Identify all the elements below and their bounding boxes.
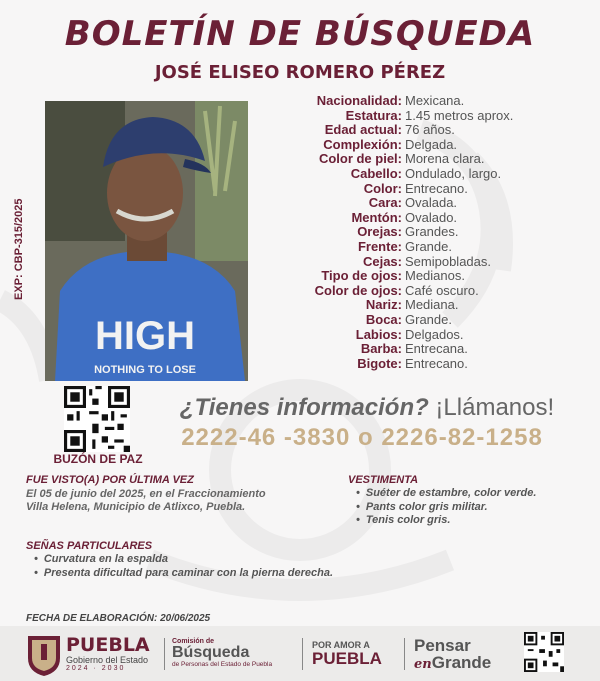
gobierno-logo: [66, 636, 150, 672]
detail-label: Mentón:: [351, 209, 402, 225]
detail-value: Entrecano.: [405, 355, 468, 371]
detail-label: Labios:: [355, 326, 402, 342]
detail-value: Morena clara.: [405, 151, 485, 167]
coat-of-arms-icon: [26, 632, 62, 676]
comision-logo: [172, 638, 272, 668]
detail-value: Ondulado, largo.: [405, 165, 502, 181]
detail-label: Cabello:: [350, 165, 402, 181]
phone-2[interactable]: 2226-82-1258: [381, 424, 543, 451]
detail-row: [282, 94, 582, 109]
years-text: 2024 · 2030: [66, 665, 126, 672]
detail-value: Mediana.: [405, 297, 459, 313]
detail-value: Grande.: [405, 311, 452, 327]
detail-row: [282, 225, 582, 240]
detail-label: Cara:: [368, 195, 402, 211]
puebla-text: PUEBLA: [312, 649, 382, 668]
clothing-item: • Suéter de estambre, color verde.: [356, 487, 536, 501]
phone-numbers: [147, 424, 577, 452]
pensar-logo: [414, 638, 491, 673]
clothing-item: • Pants color gris militar.: [356, 501, 536, 515]
detail-value: Grandes.: [405, 224, 459, 240]
gobierno-text: Gobierno del Estado: [66, 655, 149, 665]
detail-row: [282, 313, 582, 328]
details-list: [282, 94, 582, 371]
clothing-list: [356, 487, 536, 528]
detail-value: 76 años.: [405, 122, 455, 138]
shirt-subtext: NOTHING TO LOSE: [94, 364, 196, 376]
detail-value: Ovalada.: [405, 195, 458, 211]
detail-value: Café oscuro.: [405, 282, 479, 298]
shirt-text: HIGH: [95, 314, 195, 358]
detail-label: Bigote:: [357, 355, 402, 371]
grande-text: Grande: [431, 653, 492, 672]
pensar-text: Pensar: [414, 636, 471, 655]
detail-label: Frente:: [357, 238, 402, 254]
last-seen-heading: FUE VISTO(A) POR ÚLTIMA VEZ: [26, 474, 194, 486]
detail-row: [282, 196, 582, 211]
detail-value: Semipobladas.: [405, 253, 491, 269]
detail-label: Barba:: [360, 341, 402, 357]
detail-value: Delgados.: [405, 326, 464, 342]
detail-label: Boca:: [365, 311, 402, 327]
qr-code[interactable]: [64, 386, 130, 452]
detail-label: Tipo de ojos:: [321, 268, 402, 284]
comision-text: Comisión de: [172, 638, 215, 645]
detail-value: Medianos.: [405, 268, 465, 284]
detail-row: [282, 284, 582, 299]
elaboration-date: FECHA DE ELABORACIÓN: 20/06/2025: [26, 613, 211, 624]
detail-row: [282, 182, 582, 197]
clothing-heading: VESTIMENTA: [348, 474, 419, 486]
info-prompt: [147, 394, 587, 422]
detail-label: Nariz:: [365, 297, 402, 313]
detail-row: [282, 357, 582, 372]
puebla-wordmark: PUEBLA: [66, 634, 150, 656]
detail-row: [282, 211, 582, 226]
marks-item: • Curvatura en la espalda: [34, 553, 333, 567]
detail-row: [282, 167, 582, 182]
detail-row: [282, 240, 582, 255]
detail-value: Ovalado.: [405, 209, 458, 225]
busqueda-text: Búsqueda: [172, 644, 250, 661]
detail-row: [282, 255, 582, 270]
detail-value: Mexicana.: [405, 93, 465, 108]
detail-value: 1.45 metros aprox.: [405, 107, 514, 123]
info-question: ¿Tienes información?: [179, 394, 429, 421]
detail-label: Edad actual:: [324, 122, 402, 138]
personas-text: de Personas del Estado de Puebla: [172, 661, 273, 668]
marks-heading: SEÑAS PARTICULARES: [26, 540, 153, 552]
por-amor-logo: [312, 640, 382, 667]
detail-row: [282, 152, 582, 167]
detail-row: [282, 123, 582, 138]
person-photo: [45, 101, 248, 381]
detail-label: Orejas:: [357, 224, 402, 240]
last-seen-line: El 05 de junio del 2025, en el Fraccionamiento: [26, 488, 266, 500]
last-seen-line: Villa Helena, Municipio de Atlixco, Puebla.: [26, 501, 246, 513]
detail-label: Estatura:: [345, 107, 402, 123]
phone-or: o: [350, 424, 382, 451]
marks-item: • Presenta dificultad para caminar con la pierna derecha.: [34, 567, 333, 581]
phone-1[interactable]: 2222-46 -3830: [181, 424, 351, 451]
footer-qr-code[interactable]: [524, 632, 564, 672]
en-text: en: [414, 657, 432, 672]
expediente-label: EXP: CBP-315/2025: [13, 198, 25, 300]
divider: [302, 638, 303, 670]
detail-value: Entrecana.: [405, 341, 468, 357]
detail-value: Delgada.: [405, 136, 458, 152]
detail-row: [282, 109, 582, 124]
last-seen-text: [26, 488, 316, 514]
person-name: JOSÉ ELISEO ROMERO PÉREZ: [154, 62, 446, 83]
detail-row: [282, 138, 582, 153]
detail-label: Color de piel:: [318, 151, 402, 167]
buzon-label: BUZÓN DE PAZ: [53, 452, 143, 466]
detail-row: [282, 269, 582, 284]
detail-label: Color:: [363, 180, 402, 196]
divider: [404, 638, 405, 670]
page-title: BOLETÍN DE BÚSQUEDA: [64, 14, 536, 54]
por-amor-text: POR AMOR A: [312, 640, 370, 650]
clothing-item: • Tenis color gris.: [356, 514, 536, 528]
divider: [164, 638, 165, 670]
detail-row: [282, 298, 582, 313]
detail-row: [282, 342, 582, 357]
detail-value: Entrecano.: [405, 180, 468, 196]
detail-row: [282, 328, 582, 343]
footer-logos: [0, 626, 600, 681]
detail-label: Complexión:: [323, 136, 402, 152]
detail-value: Grande.: [405, 238, 452, 254]
marks-list: [34, 553, 333, 580]
call-label: ¡Llámanos!: [428, 394, 555, 421]
detail-label: Color de ojos:: [314, 282, 402, 298]
detail-label: Nacionalidad:: [316, 93, 402, 108]
detail-label: Cejas:: [362, 253, 402, 269]
